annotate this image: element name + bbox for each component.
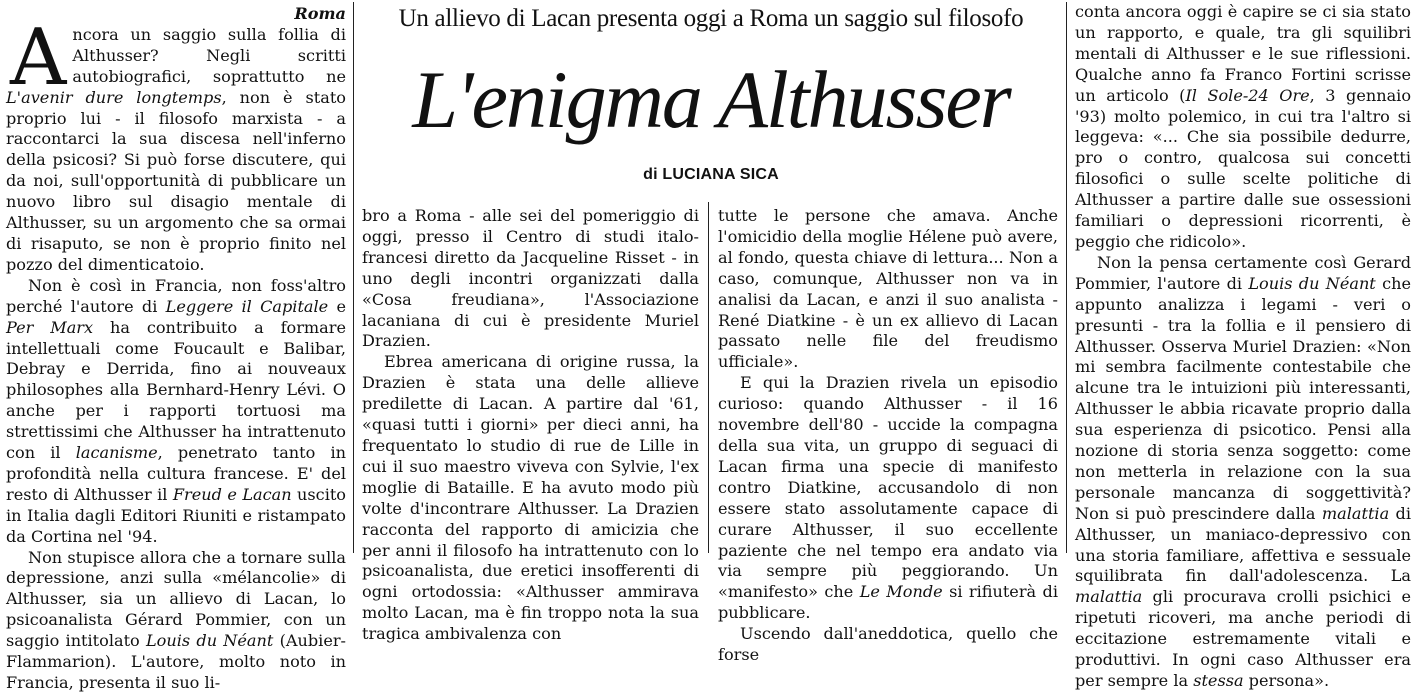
paragraph [1075,253,1411,692]
italic-run: malattia [1321,503,1390,523]
text-run: bro a Roma - alle sei del pomeriggio di oggi, presso il Centro di studi italo-francesi diretto da Jacqueline Risset - in uno degli incontri organizzati dalla «Cosa freudiana», l'Associazione lacaniana di cui è presidente Muriel Drazien. [362,206,699,351]
paragraph [718,206,1058,373]
text-run: di Althusser, un maniaco-depressivo con una storia familiare, affettiva e sessuale squilibrata fin dall'adolescenza. La [1075,503,1411,586]
text-run: conta ancora oggi è capire se ci sia stato un rapporto, e quale, tra gli squilibri mentali di Althusser e le sue riflessioni. Qualche anno fa Franco Fortini scrisse un articolo ( [1075,2,1411,105]
italic-run: Louis du Néant [1248,273,1376,293]
italic-run: malattia [1075,587,1143,607]
italic-run: Per Marx [6,317,94,337]
column-rule [353,2,354,553]
text-run: che appunto analizza i legami - veri o presunti - tra la follia e il pensiero di Althusser. Osserva Muriel Drazien: «Non mi sembra facilmente contestabile che alcune tra le intuizioni più interessanti, Althusser le abbia ricavate proprio dalla sua esperienza di psicotico. Pensi alla nozione di storia senza soggetto: come non metterla in relazione con la sua personale mancanza di soggettività? Non si può prescindere dalla [1075,273,1411,523]
text-run: e [328,296,347,316]
italic-run: Leggere il Capitale [165,296,329,316]
paragraph [718,373,1058,624]
byline: di LUCIANA SICA [643,166,779,183]
italic-run: lacanisme [75,443,158,463]
italic-run: L'avenir dure longtemps [6,87,222,107]
text-run: Non stupisce allora che a tornare sulla depressione, anzi sulla «mélancolie» di Althusser, sia un allievo di Lacan, lo psicoanalista Gérard Pommier, con un saggio intitolato [6,547,346,651]
italic-run: Freud e Lacan [172,484,292,504]
text-run: persona». [1243,671,1330,690]
text-run: Uscendo dall'aneddotica, quello che forse [718,624,1058,665]
text-run: ha contribuito a formare intellettuali come Foucault e Balibar, Debray e Derrida, fino ai nouveaux philosophes alla Bernhard-Henry Lévi. O anche per i rapporti tortuosi ma strettissimi che Althusser ha intrattenuto con il [6,317,346,463]
text-run: Ebrea americana di origine russa, la Drazien è stata una delle allieve predilette di Lacan. A partire dal '61, «quasi tutti i giorni» per dieci anni, ha frequentato lo studio di rue de Lille in cui il suo maestro viveva con Sylvie, l'ex moglie di Bataille. E ha avuto modo più volte d'incontrare Althusser. La Drazien racconta del rapporto di amicizia che per anni il filosofo ha intrattenuto con lo psicoanalista, due eretici insofferenti di ogni ortodossia: «Althusser ammirava molto Lacan, ma è fin troppo nota la sua tragica ambivalenza con [362,352,699,644]
text-run: uscito in Italia dagli Editori Riuniti e ristampato da Cortina nel '94. [6,484,346,546]
italic-run: stessa [1193,671,1244,690]
paragraph [1075,2,1411,253]
text-run: tutte le persone che amava. Anche l'omicidio della moglie Hélene può avere, al fondo, questa chiave di lettura... Non a caso, comunque, Althusser non va in analisi da Lacan, e anzi il suo analista - René Diatkine - è un ex allievo di Lacan passato nelle file del freudismo ufficiale». [718,206,1058,372]
kicker: Un allievo di Lacan presenta oggi a Roma un saggio sul filosofo [398,5,1024,32]
column-rule [708,202,709,553]
italic-run: Le Monde [859,582,943,602]
column-rule [1066,2,1067,553]
text-run: gli procurava crolli psichici e ripetuti ricoveri, ma anche periodi di eccitazione estremamente vitali e produttivi. In ogni caso Althusser era per sempre la [1075,587,1411,690]
text-run: ncora un saggio sulla follia di Althusser? Negli scritti autobiografici, soprattutto ne [72,24,346,86]
paragraph [6,548,346,694]
paragraph [6,276,346,548]
text-run: , penetrato tanto in profondità nella cultura francese. E' del resto di Althusser il [6,443,347,504]
paragraph [718,624,1058,666]
paragraph [362,352,699,645]
article-column-4 [1075,2,1411,692]
text-run: , non è stato proprio lui - il filosofo marxista - a raccontarci la sua discesa nell'inferno della psicosi? Si può forse discutere, qui da noi, sull'opportunità di pubblicare un nuovo libro sul disagio mentale di Althusser, su un argomento che sa ormai di risaputo, se non è proprio finito nel pozzo del dimenticatoio. [6,87,346,274]
text-run: , 3 gennaio '93) molto polemico, in cui tra l'altro si leggeva: «... Che sia possibile dedurre, pro o contro, qualcosa sui concetti filosofici o sulle scelte politiche di Althusser a partire dalle sue ossessioni familiari o depressioni ricorrenti, è peggio che ridicolo». [1075,85,1412,251]
drop-cap: A [10,12,67,103]
article-column-3 [718,206,1058,666]
article-column-2 [362,206,699,645]
text-run: Non la pensa certamente così Gerard Pommier, l'autore di [1075,252,1411,293]
text-run: Non è così in Francia, non foss'altro perché l'autore di [6,275,346,316]
article-column-1 [6,4,346,694]
paragraph [362,206,699,352]
dateline: Roma [294,4,346,23]
italic-run: Louis du Néant [145,631,274,651]
text-run: (Aubier- Flammarion). L'autore, molto noto in Francia, presenta il suo li- [6,631,346,692]
headline: L'enigma Althusser [412,54,1010,145]
italic-run: Il Sole-24 Ore [1185,85,1310,105]
text-run: E qui la Drazien rivela un episodio curioso: quando Althusser - il 16 novembre dell'80 - uccide la compagna della sua vita, un gruppo di seguaci di Lacan firma una specie di manifesto contro Diatkine, accusandolo di non essere stato assolutamente capace di curare Althusser, il suo eccellente paziente che nel tempo era andato via via sempre più peggiorando. Un «manifesto» che [718,373,1058,602]
text-run: si rifiuterà di pubblicare. [718,582,1058,623]
